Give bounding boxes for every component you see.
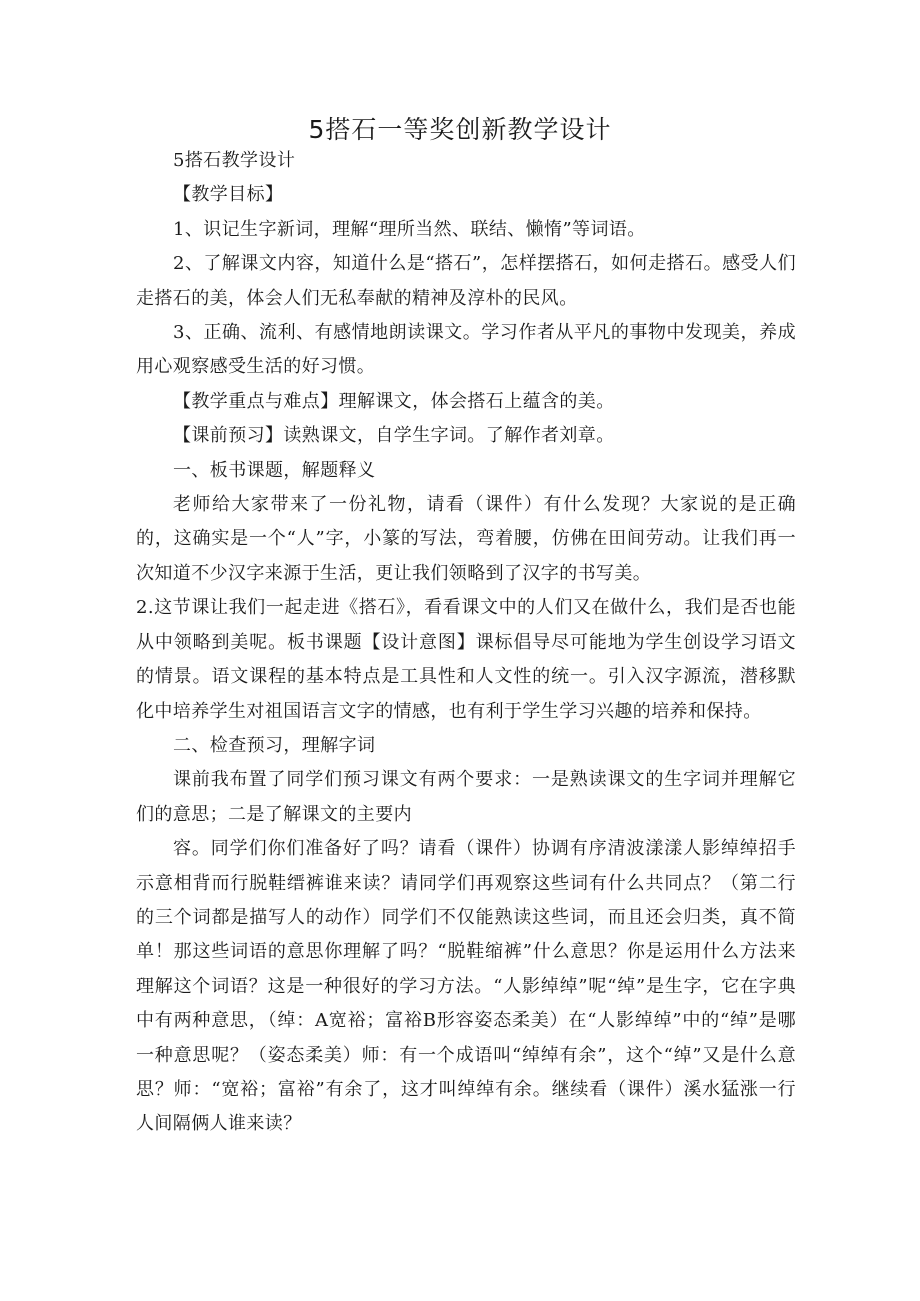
document-title: 5搭石一等奖创新教学设计: [308, 115, 612, 144]
section-heading-objectives: 【教学目标】: [173, 184, 284, 206]
body-paragraph: 2.这节课让我们一起走进《搭石》，看看课文中的人们又在做什么，我们是否也能从中领略到美呢。板书课题【设计意图】课标倡导尽可能地为学生创设学习语文的情景。语文课程的基本特点是工具性和人文性的统一。引入汉字源流，潜移默化中培养学生对祖国语言文字的情感，也有利于学生学习兴趣的培养和保持。: [136, 597, 796, 722]
body-paragraph: 容。同学们你们准备好了吗？请看（课件）协调有序清波漾漾人影绰绰招手示意相背而行脱鞋缙裤谁来读？请同学们再观察这些词有什么共同点？（第二行的三个词都是描写人的动作）同学们不仅能熟读这些词，而且还会归类，真不简单！那这些词语的意思你理解了吗？“脱鞋缩裤”什么意思？你是运用什么方法来理解这个词语？这是一种很好的学习方法。“人影绰绰”呢“绰”是生字，它在字典中有两种意思，（绰：A宽裕；富裕B形容姿态柔美）在“人影绰绰”中的“绰”是哪一种意思呢？（姿态柔美）师：有一个成语叫“绰绰有余”，这个“绰”又是什么意思？师：“宽裕；富裕”有余了，这才叫绰绰有余。继续看（课件）溪水猛涨一行人间隔俩人谁来读？: [136, 838, 796, 1135]
objective-3: 3、正确、流利、有感情地朗读课文。学习作者从平凡的事物中发现美，养成用心观察感受生活的好习惯。: [136, 322, 796, 378]
subtitle-paragraph: 5搭石教学设计: [173, 150, 296, 171]
preview-paragraph: 【课前预习】读熟课文，自学生字词。了解作者刘章。: [173, 425, 615, 447]
body-paragraph: 老师给大家带来了一份礼物，请看（课件）有什么发现？大家说的是正确的，这确实是一个“人”字，小篆的写法，弯着腰，仿佛在田间劳动。让我们再一次知道不少汉字来源于生活，更让我们领略到了汉字的书写美。: [136, 494, 796, 584]
section-heading-2: 二、检查预习，理解字词: [173, 734, 376, 756]
document-body: [136, 144, 796, 1142]
key-points-paragraph: 【教学重点与难点】理解课文，体会搭石上蕴含的美。: [173, 390, 615, 412]
section-heading-1: 一、板书课题，解题释义: [173, 459, 376, 481]
objective-1: 1、识记生字新词，理解“理所当然、联结、懒惰”等词语。: [173, 218, 646, 240]
objective-2: 2、了解课文内容，知道什么是“搭石”，怎样摆搭石，如何走搭石。感受人们走搭石的美，体会人们无私奉献的精神及淳朴的民风。: [136, 253, 796, 309]
body-paragraph: 课前我布置了同学们预习课文有两个要求：一是熟读课文的生字词并理解它们的意思；二是了解课文的主要内: [136, 769, 796, 825]
